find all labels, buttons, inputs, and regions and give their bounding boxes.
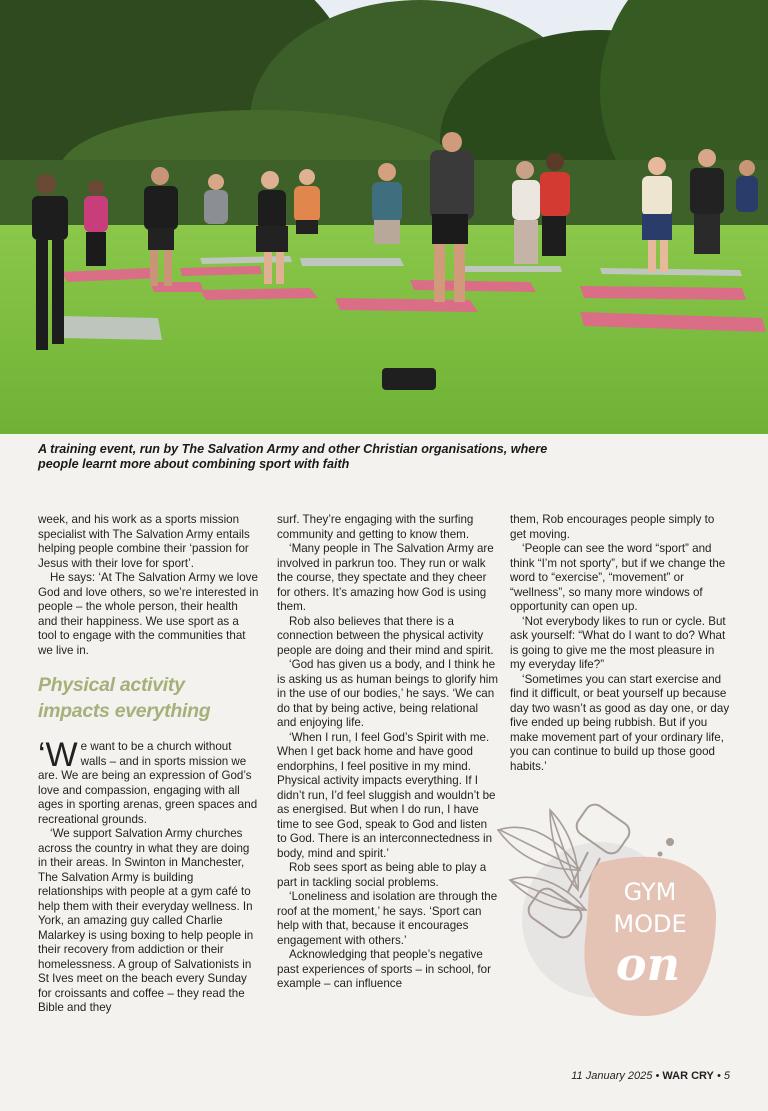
subheading-line-1: Physical activity: [38, 674, 185, 696]
column-2: [277, 513, 499, 992]
paragraph: [38, 736, 260, 827]
art-text-gym: GYM: [623, 878, 677, 906]
paragraph: ‘We support Salvation Army churches across the country in what they are doing in their areas. In Swinton in Manchester, The Salvation Army is building relationships with people at a gym café to help them with their everyday wellness. In York, an amazing guy called Charlie Malarkey is using boxing to help people in their recovery from addiction or their homelessness. A group of Salvationists in St Ives meet on the beach every Sunday for croissants and coffee – they read the Bible and they: [38, 827, 254, 1014]
drop-cap-paragraph-text: e want to be a church without walls – and in sports mission we are. We are being an expression of God’s love and compassion, engaging with all ages in sporting arenas, green spaces and recreational grounds.: [38, 740, 258, 826]
gym-mode-on-illustration: [490, 800, 730, 1030]
footer-date: 11 January 2025 •: [571, 1070, 660, 1082]
paragraph: surf. They’re engaging with the surfing community and getting to know them.: [277, 513, 474, 541]
drop-cap: ‘W: [38, 736, 78, 774]
footer-brand: WAR CRY: [662, 1070, 714, 1082]
paragraph: He says: ‘At The Salvation Army we love God and love others, so we’re interested in people – the whole person, their health and their happiness. We use sport as a tool to engage with the communities that we live in.: [38, 571, 259, 657]
paragraph: them, Rob encourages people simply to get moving.: [510, 513, 715, 541]
paragraph: ‘People can see the word “sport” and think “I’m not sporty”, but if we change the word to “exercise”, “movement” or “wellness”, so many more windows of opportunity can open up.: [510, 542, 726, 613]
footer-page-number: • 5: [716, 1070, 730, 1082]
paragraph: Acknowledging that people’s negative past experiences of sports – in school, for example – can influence: [277, 948, 491, 990]
paragraph: Rob sees sport as being able to play a part in tackling social problems.: [277, 861, 487, 889]
paragraph: ‘Not everybody likes to run or cycle. But ask yourself: “What do I want to do? What is going to give me the most pleasure in my everyday life?”: [510, 614, 726, 671]
column-3: [510, 513, 732, 774]
paragraph: ‘Loneliness and isolation are through the roof at the moment,’ he says. ‘Sport can help with that, because it encourages engagement with others.’: [277, 890, 498, 947]
subheading-line-2: impacts everything: [38, 700, 211, 722]
paragraph: ‘Many people in The Salvation Army are involved in parkrun too. They run or walk the course, they spectate and they cheer for others. It’s amazing how God is using them.: [277, 542, 494, 613]
paragraph: week, and his work as a sports mission specialist with The Salvation Army entails helping people combine their ‘passion for Jesus with their love for sport’.: [38, 513, 250, 570]
page-footer: [571, 1070, 730, 1082]
column-1: [38, 513, 260, 1016]
paragraph: Rob also believes that there is a connection between the physical activity people are doing and their mind and spirit.: [277, 614, 494, 657]
photo-caption: A training event, run by The Salvation Army and other Christian organisations, where people learnt more about combining sport with faith: [38, 442, 548, 471]
event-photo: [0, 0, 768, 434]
paragraph: ‘God has given us a body, and I think he is asking us as human beings to glorify him in the use of our bodies,’ he says. ‘We can do that by being active, being relational and enjoying life.: [277, 658, 499, 729]
art-text-on: on: [615, 937, 681, 991]
paragraph: ‘When I run, I feel God’s Spirit with me. When I get back home and have good endorphins, I feel positive in my mind. Physical activity impacts everything. If I didn’t run, I’d feel sluggish and wouldn’t be as energised. But when I do run, I have time to see God, speak to God and listen to God. There is an interconnectedness in body, mind and spirit.’: [277, 730, 496, 860]
art-text-mode: MODE: [613, 910, 687, 938]
section-subheading: [38, 672, 260, 724]
paragraph: ‘Sometimes you can start exercise and find it difficult, or beat yourself up because day two wasn’t as good as day one, or day five ended up being rubbish. But if you make movement part of your ordinary life, you can continue to build up those good habits.’: [510, 672, 730, 773]
